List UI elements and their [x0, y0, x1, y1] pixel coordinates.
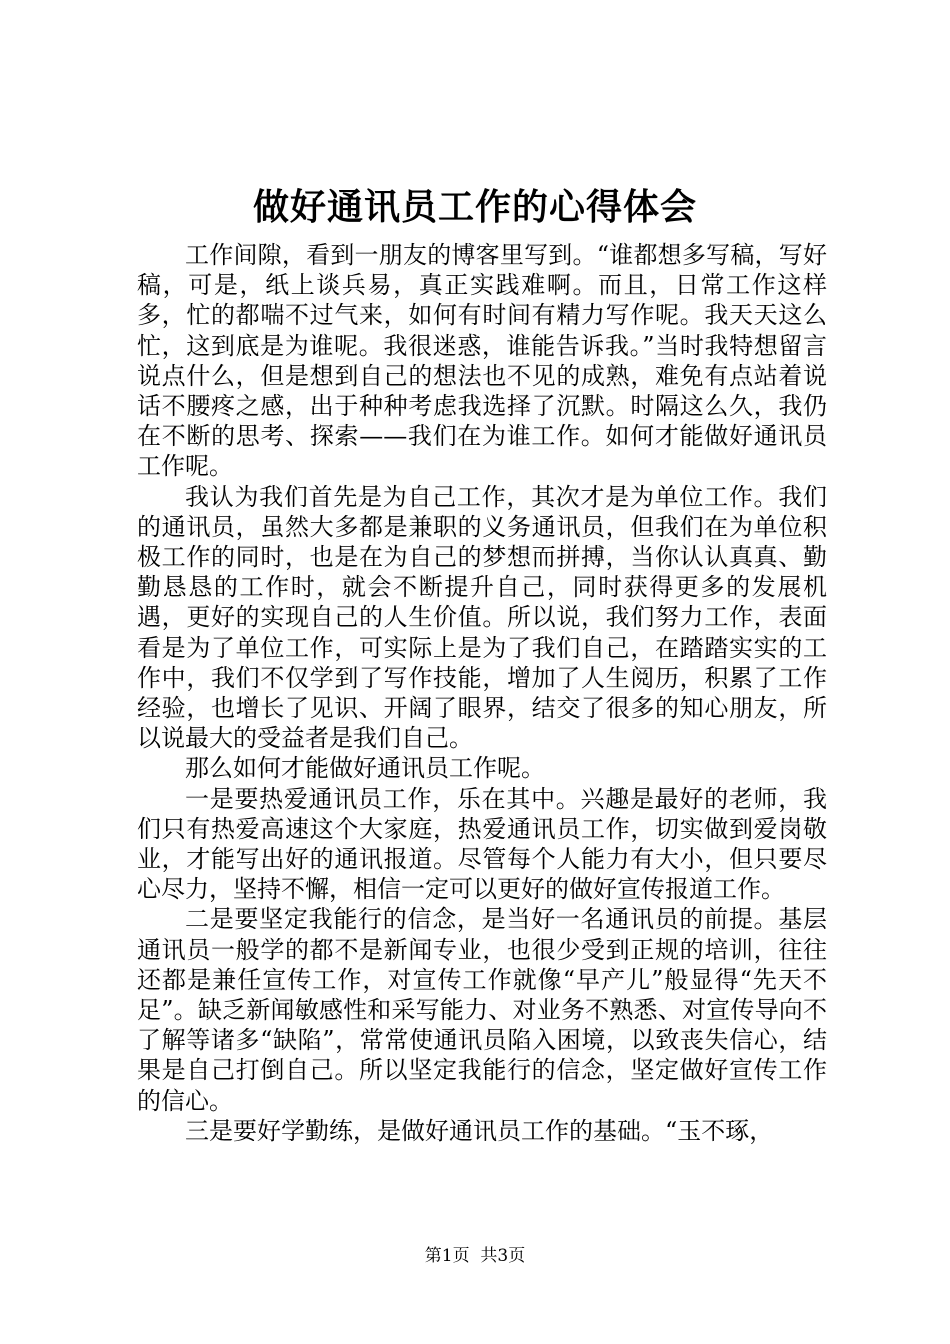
paragraph-1: 工作间隙，看到一朋友的博客里写到。“谁都想多写稿，写好稿，可是，纸上谈兵易，真正实践难啊。而且，日常工作这样多，忙的都喘不过气来，如何有时间有精力写作呢。我天天这么忙，这到底是为谁呢。我很迷惑，谁能告诉我。”当时我特想留言说点什么，但是想到自己的想法也不见的成熟，难免有点站着说话不腰疼之感，出于种种考虑我选择了沉默。时隔这么久，我仍在不断的思考、探索——我们在为谁工作。如何才能做好通讯员工作呢。: [137, 241, 827, 481]
document-title: 做好通讯员工作的心得体会: [252, 186, 697, 228]
document-body: [137, 240, 827, 1146]
paragraph-2: 我认为我们首先是为自己工作，其次才是为单位工作。我们的通讯员，虽然大多都是兼职的义务通讯员，但我们在为单位积极工作的同时，也是在为自己的梦想而拼搏，当你认认真真、勤勤恳恳的工作时，就会不断提升自己，同时获得更多的发展机遇，更好的实现自己的人生价值。所以说，我们努力工作，表面看是为了单位工作，可实际上是为了我们自己，在踏踏实实的工作中，我们不仅学到了写作技能，增加了人生阅历，积累了工作经验，也增长了见识、开阔了眼界，结交了很多的知心朋友，所以说最大的受益者是我们自己。: [137, 482, 827, 753]
paragraph-4: 一是要热爱通讯员工作，乐在其中。兴趣是最好的老师，我们只有热爱高速这个大家庭，热爱通讯员工作，切实做到爱岗敬业，才能写出好的通讯报道。尽管每个人能力有大小，但只要尽心尽力，坚持不懈，相信一定可以更好的做好宣传报道工作。: [137, 784, 827, 904]
page-number-footer: 第1页 共3页: [424, 1246, 526, 1266]
paragraph-3: 那么如何才能做好通讯员工作呢。: [185, 754, 545, 783]
paragraph-6: 三是要好学勤练，是做好通讯员工作的基础。“玉不琢，: [185, 1116, 774, 1145]
paragraph-5: 二是要坚定我能行的信念，是当好一名通讯员的前提。基层通讯员一般学的都不是新闻专业，也很少受到正规的培训，往往还都是兼任宣传工作，对宣传工作就像“早产儿”般显得“先天不足”。缺乏新闻敏感性和采写能力、对业务不熟悉、对宣传导向不了解等诸多“缺陷”，常常使通讯员陷入困境，以致丧失信心，结果是自己打倒自己。所以坚定我能行的信念，坚定做好宣传工作的信心。: [137, 905, 827, 1115]
